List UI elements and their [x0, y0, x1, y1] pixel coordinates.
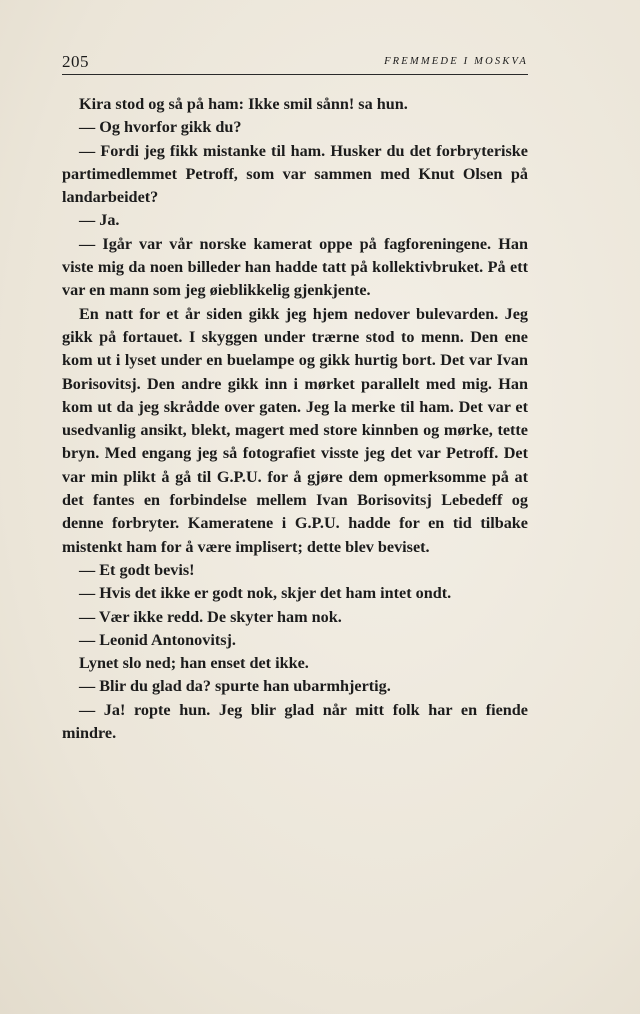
paragraph: — Et godt bevis! [79, 560, 195, 579]
paragraph: — Og hvorfor gikk du? [79, 118, 242, 137]
paragraph: — Igår var vår norske kamerat oppe på fagforeningene. Han viste mig da noen billeder han hadde tatt på kollektivbruket. På ett var en mann som jeg øieblikkelig gjenkjente. [62, 234, 528, 300]
paragraph: — Vær ikke redd. De skyter ham nok. [79, 607, 342, 626]
paragraph: En natt for et år siden gikk jeg hjem nedover bulevarden. Jeg gikk på fortauet. I skyggen under trærne stod to menn. Den ene kom ut i lyset under en buelampe og gikk hurtig bort. Det var Ivan Borisovitsj. Den andre gikk inn i mørket parallelt med mig. Han kom ut da jeg skrådde over gaten. Jeg la merke til ham. Det var et usedvanlig ansikt, blekt, magert med store kinnben og mørke, tette bryn. Med engang jeg så fotografiet visste jeg det var Petroff. Det var min plikt å gå til G.P.U. for å gjøre dem opmerksomme på at det fantes en forbindelse mellem Ivan Borisovitsj Lebedeff og denne forbryter. Kameratene i G.P.U. hadde for en tid tilbake mistenkt ham for å være implisert; dette blev beviset. [62, 304, 528, 556]
paragraph: Kira stod og så på ham: Ikke smil sånn! sa hun. [79, 95, 408, 113]
paragraph: — Hvis det ikke er godt nok, skjer det ham intet ondt. [79, 584, 452, 603]
paragraph: — Leonid Antonovitsj. [79, 630, 236, 649]
paragraph: — Fordi jeg fikk mistanke til ham. Husker du det forbryteriske partimedlemmet Petroff, som var sammen med Knut Olsen på landarbeidet? [62, 141, 528, 207]
paragraph: — Ja. [79, 211, 120, 230]
running-title: FREMMEDE I MOSKVA [384, 56, 528, 67]
page-header [62, 50, 528, 75]
paragraph: — Blir du glad da? spurte han ubarmhjertig. [79, 677, 391, 696]
page-number: 205 [62, 52, 89, 71]
paragraph: Lynet slo ned; han enset det ikke. [79, 654, 309, 673]
body-text [62, 93, 528, 745]
paragraph: — Ja! ropte hun. Jeg blir glad når mitt folk har en fiende mindre. [62, 700, 528, 743]
